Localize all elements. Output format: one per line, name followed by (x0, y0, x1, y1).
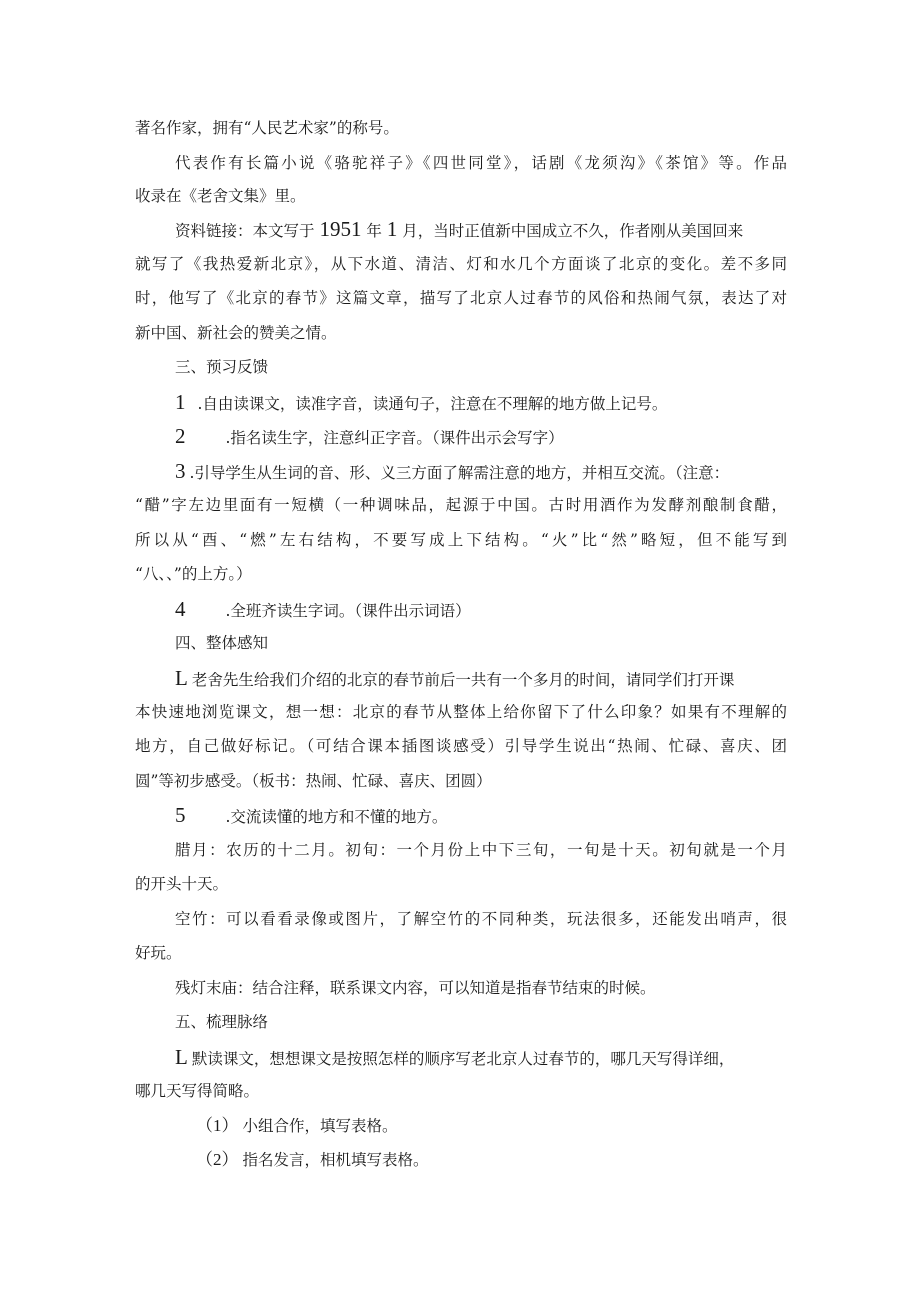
paragraph-line: 著名作家，拥有“人民艺术家”的称号。 (135, 119, 399, 137)
list-item: 1 .自由读课文，读准字音，读通句子，注意在不理解的地方做上记号。 (175, 390, 668, 414)
section-heading: 三、预习反馈 (175, 358, 269, 376)
paragraph-line: 圆”等初步感受。（板书：热闹、忙碌、喜庆、团圆） (135, 772, 492, 790)
list-item: L 默读课文，想想课文是按照怎样的顺序写老北京人过春节的，哪几天写得详细， (175, 1045, 735, 1069)
paragraph-line: 新中国、新社会的赞美之情。 (135, 324, 337, 342)
paragraph-line: 残灯末庙：结合注释，联系课文内容，可以知道是指春节结束的时候。 (175, 979, 656, 997)
paragraph-line: 的开头十天。 (135, 875, 229, 893)
paragraph-line: 收录在《老舍文集》里。 (135, 187, 306, 205)
paragraph-line: 时，他写了《北京的春节》这篇文章，描写了北京人过春节的风俗和热闹气氛，表达了对 (135, 289, 787, 307)
list-item: （2） 指名发言，相机填写表格。 (196, 1150, 429, 1169)
paragraph-line: 所以从“酉、“燃”左右结构，不要写成上下结构。“火”比“然”略短，但不能写到 (135, 531, 787, 549)
section-heading: 五、梳理脉络 (175, 1013, 269, 1031)
paragraph-line: 本快速地浏览课文，想一想：北京的春节从整体上给你留下了什么印象？如果有不理解的 (135, 703, 787, 721)
section-heading: 四、整体感知 (175, 634, 269, 652)
paragraph-line: “八、、”的上方。） (135, 565, 252, 583)
paragraph-line: 资料链接：本文写于 1951 年 1 月，当时正值新中国成立不久，作者刚从美国回来 (175, 217, 744, 241)
paragraph-line: “醋”字左边里面有一短横（一种调味品，起源于中国。古时用酒作为发酵剂酿制食醋， (135, 496, 787, 514)
paragraph-line: 地方，自己做好标记。（可结合课本插图谈感受）引导学生说出“热闹、忙碌、喜庆、团 (135, 737, 787, 755)
paragraph-line: 哪几天写得简略。 (135, 1082, 260, 1100)
paragraph-line: 空竹：可以看看录像或图片，了解空竹的不同种类，玩法很多，还能发出哨声，很 (175, 910, 787, 928)
list-item: 5 .交流读懂的地方和不懂的地方。 (175, 803, 448, 827)
list-item: 4 .全班齐读生字词。（课件出示词语） (175, 597, 471, 621)
list-item: 2 .指名读生字，注意纠正字音。（课件出示会写字） (175, 424, 564, 448)
paragraph-line: 就写了《我热爱新北京》，从下水道、清洁、灯和水几个方面谈了北京的变化。差不多同 (135, 255, 787, 273)
paragraph-line: 好玩。 (135, 944, 182, 962)
list-item: 3 .引导学生从生词的音、形、义三方面了解需注意的地方，并相互交流。（注意： (175, 459, 730, 483)
paragraph-line: 腊月：农历的十二月。初旬：一个月份上中下三旬，一旬是十天。初旬就是一个月 (175, 841, 787, 859)
list-item: L 老舍先生给我们介绍的北京的春节前后一共有一个多月的时间，请同学们打开课 (175, 666, 735, 690)
paragraph-line: 代表作有长篇小说《骆驼祥子》《四世同堂》，话剧《龙须沟》《茶馆》等。作品 (175, 154, 787, 172)
list-item: （1） 小组合作，填写表格。 (196, 1116, 398, 1135)
